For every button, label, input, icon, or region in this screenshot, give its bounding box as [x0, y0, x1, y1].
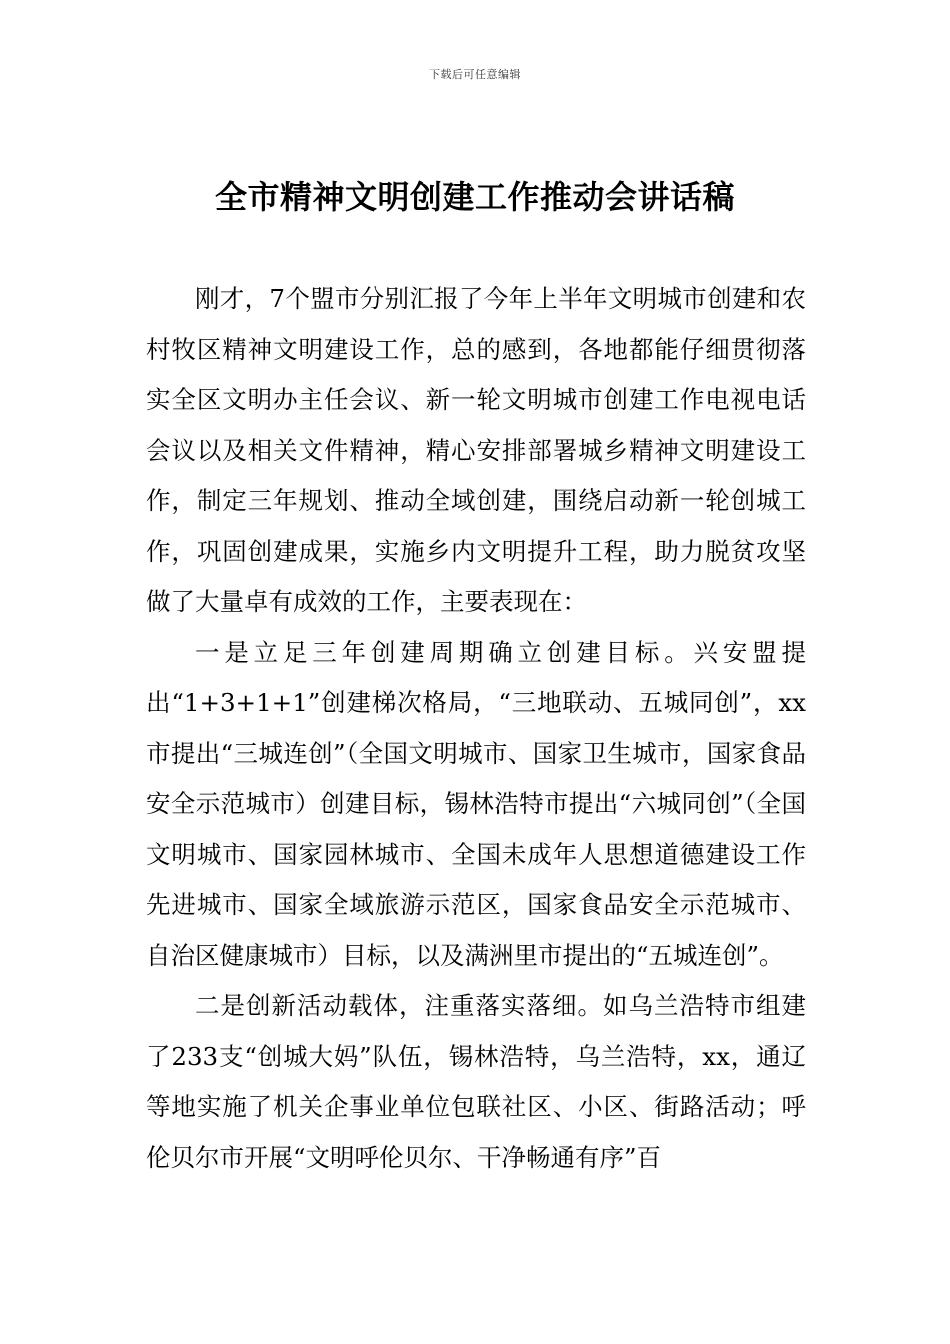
document-title: 全市精神文明创建工作推动会讲话稿 — [214, 178, 735, 216]
paragraph-intro: 刚才，7个盟市分别汇报了今年上半年文明城市创建和农村牧区精神文明建设工作，总的感到，各地都能仔细贯彻落实全区文明办主任会议、新一轮文明城市创建工作电视电话会议以及相关文件精神，精心安排部署城乡精神文明建设工作，制定三年规划、推动全域创建，围绕启动新一轮创城工作，巩固创建成果，实施乡内文明提升工程，助力脱贫攻坚做了大量卓有成效的工作，主要表现在： — [146, 284, 806, 616]
paragraph-point-one: 一是立足三年创建周期确立创建目标。兴安盟提出“1+3+1+1”创建梯次格局，“三地联动、五城同创”，xx市提出“三城连创”（全国文明城市、国家卫生城市，国家食品安全示范城市）创建目标，锡林浩特市提出“六城同创”（全国文明城市、国家园林城市、全国未成年人思想道德建设工作先进城市、国家全域旅游示范区，国家食品安全示范城市、自治区健康城市）目标，以及满洲里市提出的“五城连创”。 — [146, 637, 806, 970]
page-header-note: 下载后可任意编辑 — [429, 68, 521, 81]
document-body — [146, 274, 806, 1183]
paragraph-point-two: 二是创新活动载体，注重落实落细。如乌兰浩特市组建了233支“创城大妈”队伍，锡林浩特，乌兰浩特，xx，通辽等地实施了机关企事业单位包联社区、小区、街路活动；呼伦贝尔市开展“文明呼伦贝尔、干净畅通有序”百 — [146, 991, 806, 1172]
